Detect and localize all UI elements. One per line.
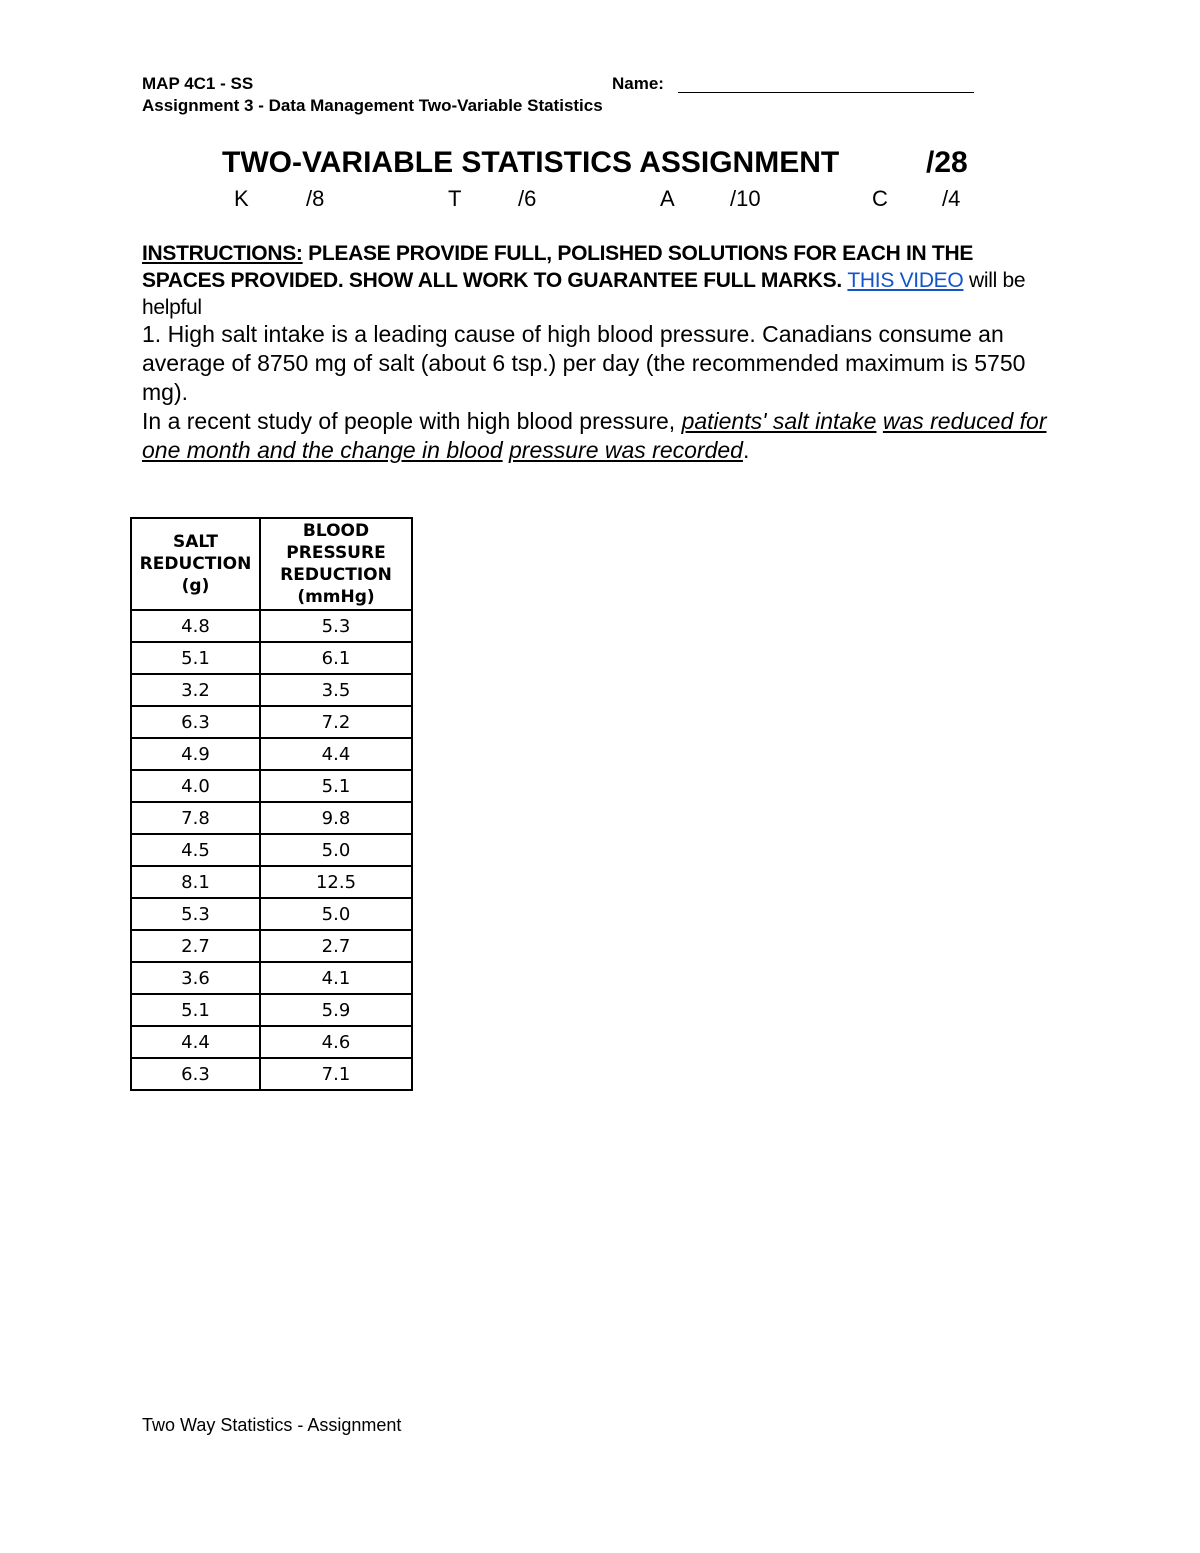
header-blood-pressure-reduction: BLOOD PRESSURE REDUCTION (mmHg) <box>260 518 412 610</box>
page-footer: Two Way Statistics - Assignment <box>142 1415 402 1435</box>
table-row <box>131 994 412 1026</box>
question-1-study-prefix: In a recent study of people with high blood pressure, <box>142 408 676 434</box>
cell-salt-reduction: 4.4 <box>131 1026 260 1058</box>
cell-blood-pressure-reduction: 5.9 <box>260 994 412 1026</box>
cell-blood-pressure-reduction: 4.1 <box>260 962 412 994</box>
table-body <box>131 610 412 1090</box>
category-a-letter: A <box>660 186 675 211</box>
table-row <box>131 962 412 994</box>
question-1 <box>142 320 1072 465</box>
cell-blood-pressure-reduction: 7.2 <box>260 706 412 738</box>
table-row <box>131 738 412 770</box>
table-row <box>131 674 412 706</box>
question-1-study-suffix: . <box>742 437 750 463</box>
question-1-emph-1: patients' salt intake <box>681 408 877 434</box>
table-row <box>131 706 412 738</box>
cell-salt-reduction: 6.3 <box>131 1058 260 1090</box>
data-table <box>130 517 413 1091</box>
table-row <box>131 770 412 802</box>
video-link[interactable]: THIS VIDEO <box>847 269 964 292</box>
cell-blood-pressure-reduction: 4.4 <box>260 738 412 770</box>
question-1-emph-2: was reduced for one month and the change in blood <box>142 408 1047 463</box>
table-row <box>131 930 412 962</box>
table-row <box>131 834 412 866</box>
category-t-score: /6 <box>518 186 537 211</box>
cell-salt-reduction: 8.1 <box>131 866 260 898</box>
category-c-score: /4 <box>942 186 961 211</box>
instructions-after-link: will be helpful <box>142 269 1026 319</box>
cell-blood-pressure-reduction: 5.0 <box>260 898 412 930</box>
instructions-label: INSTRUCTIONS: <box>142 242 303 265</box>
cell-salt-reduction: 7.8 <box>131 802 260 834</box>
question-1-study <box>142 407 1072 465</box>
header-salt-reduction: SALT REDUCTION (g) <box>131 518 260 610</box>
assignment-subtitle: Assignment 3 - Data Management Two-Variable Statistics <box>142 96 603 115</box>
cell-blood-pressure-reduction: 5.0 <box>260 834 412 866</box>
cell-salt-reduction: 4.0 <box>131 770 260 802</box>
category-a-score: /10 <box>730 186 761 211</box>
course-code: MAP 4C1 - SS <box>142 74 254 93</box>
cell-salt-reduction: 6.3 <box>131 706 260 738</box>
category-c-letter: C <box>872 186 888 211</box>
name-label: Name: <box>612 74 664 93</box>
instructions-text: PLEASE PROVIDE FULL, POLISHED SOLUTIONS FOR EACH IN THE SPACES PROVIDED. SHOW ALL WORK TO GUARANTEE FULL MARKS. <box>142 242 974 292</box>
table-row <box>131 802 412 834</box>
cell-salt-reduction: 3.2 <box>131 674 260 706</box>
cell-salt-reduction: 4.5 <box>131 834 260 866</box>
instructions <box>142 240 1042 321</box>
cell-blood-pressure-reduction: 5.3 <box>260 610 412 642</box>
cell-blood-pressure-reduction: 2.7 <box>260 930 412 962</box>
table-row <box>131 866 412 898</box>
category-k-score: /8 <box>306 186 325 211</box>
table-row <box>131 1026 412 1058</box>
name-blank-line[interactable] <box>678 92 974 93</box>
table-row <box>131 610 412 642</box>
category-t-letter: T <box>448 186 462 211</box>
cell-salt-reduction: 5.3 <box>131 898 260 930</box>
table-row <box>131 642 412 674</box>
category-k-letter: K <box>234 186 249 211</box>
cell-blood-pressure-reduction: 5.1 <box>260 770 412 802</box>
total-score: /28 <box>926 146 968 179</box>
cell-salt-reduction: 4.9 <box>131 738 260 770</box>
table-row <box>131 898 412 930</box>
question-1-emph-3: pressure was recorded <box>509 437 743 463</box>
table-row <box>131 1058 412 1090</box>
cell-salt-reduction: 3.6 <box>131 962 260 994</box>
cell-blood-pressure-reduction: 12.5 <box>260 866 412 898</box>
cell-blood-pressure-reduction: 6.1 <box>260 642 412 674</box>
page-title: TWO-VARIABLE STATISTICS ASSIGNMENT <box>222 146 840 179</box>
cell-salt-reduction: 2.7 <box>131 930 260 962</box>
cell-salt-reduction: 4.8 <box>131 610 260 642</box>
cell-blood-pressure-reduction: 3.5 <box>260 674 412 706</box>
cell-blood-pressure-reduction: 4.6 <box>260 1026 412 1058</box>
cell-blood-pressure-reduction: 7.1 <box>260 1058 412 1090</box>
cell-salt-reduction: 5.1 <box>131 994 260 1026</box>
table-header-row <box>131 518 412 610</box>
cell-salt-reduction: 5.1 <box>131 642 260 674</box>
question-1-intro: 1. High salt intake is a leading cause of high blood pressure. Canadians consume an average of 8750 mg of salt (about 6 tsp.) per day (the recommended maximum is 5750 mg). <box>142 321 1026 405</box>
cell-blood-pressure-reduction: 9.8 <box>260 802 412 834</box>
